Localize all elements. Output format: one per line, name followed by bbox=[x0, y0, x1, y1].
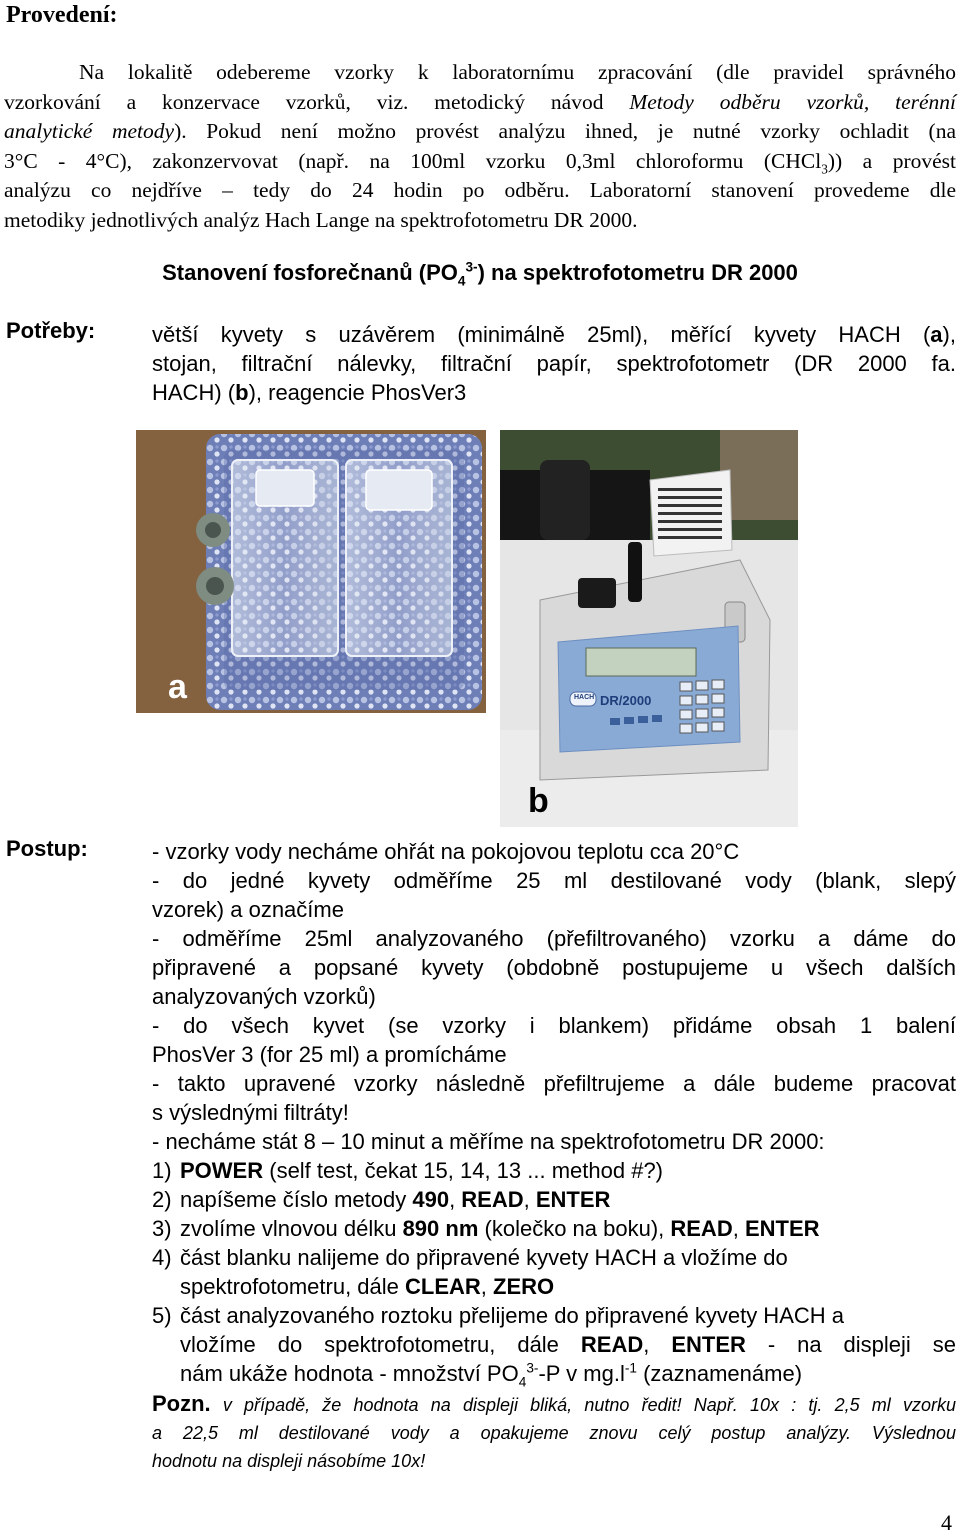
step-text: (self test, čekat 15, 14, 13 ... method #?) bbox=[263, 1158, 664, 1183]
intro-line bbox=[4, 88, 956, 118]
step-number: 1) bbox=[152, 1158, 172, 1183]
intro-text: analýzu co nejdříve – tedy do 24 hodin po odběru. Laboratorní stanovení provedeme dle bbox=[4, 178, 956, 202]
intro-line bbox=[4, 117, 956, 147]
needs-text-part: ), bbox=[942, 322, 956, 347]
cuvettes-illustration bbox=[136, 430, 486, 713]
photo-spectrophotometer bbox=[500, 430, 798, 827]
superscript: 3- bbox=[526, 1360, 539, 1376]
step-number: 3) bbox=[152, 1216, 172, 1241]
intro-text: Na lokalitě odebereme vzorky k laboratornímu zpracování (dle pravidel správného bbox=[79, 60, 956, 84]
key-name: 890 nm bbox=[402, 1216, 479, 1241]
key-name: READ bbox=[461, 1187, 524, 1212]
procedure-line: vzorek) a označíme bbox=[152, 897, 344, 922]
note-text: hodnotu na displeji násobíme 10x! bbox=[152, 1451, 426, 1471]
photo-label-a: a bbox=[168, 668, 187, 706]
step-3 bbox=[152, 1214, 956, 1243]
step-2 bbox=[152, 1185, 956, 1214]
step-text: , bbox=[732, 1216, 745, 1241]
step-text: nám ukáže hodnota - množství PO bbox=[180, 1361, 519, 1386]
subscript: 4 bbox=[518, 1374, 527, 1390]
spectrophotometer-illustration bbox=[500, 430, 798, 827]
procedure-line: - vzorky vody necháme ohřát na pokojovou teplotu cca 20°C bbox=[152, 839, 740, 864]
note bbox=[152, 1390, 956, 1475]
intro-line bbox=[4, 176, 956, 206]
step-text: zvolíme vlnovou délku bbox=[180, 1216, 403, 1241]
section-title: Provedení: bbox=[6, 2, 118, 28]
step-text: vložíme do spektrofotometru, dále bbox=[180, 1332, 581, 1357]
cell-holder bbox=[578, 578, 616, 608]
needs-line bbox=[152, 320, 956, 349]
key-name: 490 bbox=[412, 1187, 450, 1212]
cuvette-in-device bbox=[628, 542, 642, 602]
ref-b: b bbox=[235, 380, 249, 405]
step-5-cont bbox=[152, 1330, 956, 1359]
intro-line bbox=[4, 58, 956, 88]
procedure-line: analyzovaných vzorků) bbox=[152, 984, 376, 1009]
photo-cuvettes bbox=[136, 430, 486, 713]
intro-line bbox=[4, 206, 956, 236]
step-number: 2) bbox=[152, 1187, 172, 1212]
procedure-label: Postup: bbox=[6, 836, 88, 861]
needs-line bbox=[152, 378, 956, 407]
step-text: , bbox=[643, 1332, 672, 1357]
procedure-line: PhosVer 3 (for 25 ml) a promícháme bbox=[152, 1042, 507, 1067]
step-text: - na displeji se bbox=[745, 1332, 956, 1357]
subscript: 4 bbox=[457, 273, 466, 289]
subscript: 3 bbox=[821, 160, 828, 176]
procedure-line: s výslednými filtráty! bbox=[152, 1100, 349, 1125]
step-text: , bbox=[480, 1274, 494, 1299]
intro-line bbox=[4, 147, 956, 177]
needs-text-part: ), reagencie PhosVer3 bbox=[248, 380, 467, 405]
heading-text: ) na spektrofotometru DR 2000 bbox=[477, 260, 798, 285]
method-reference: analytické metody bbox=[4, 119, 175, 143]
note-text: v případě, že hodnota na displeji bliká, nutno ředit! Např. 10x : tj. 2,5 ml vzorku bbox=[222, 1395, 956, 1415]
procedure-line: - odměříme 25ml analyzovaného (přefiltrovaného) vzorku a dáme do bbox=[152, 926, 956, 951]
intro-text: ). Pokud není možno provést analýzu ihned, je nutné vzorky ochladit (na bbox=[174, 119, 956, 143]
ref-a: a bbox=[930, 322, 943, 347]
key-name: POWER bbox=[180, 1158, 264, 1183]
note-text: a 22,5 ml destilované vody a opakujeme znovu celý postup analýzy. Výslednou bbox=[152, 1423, 956, 1443]
step-text: (kolečko na boku), bbox=[478, 1216, 671, 1241]
step-text: část analyzovaného roztoku přelijeme do připravené kyvety HACH a bbox=[180, 1303, 844, 1328]
key-name: READ bbox=[670, 1216, 733, 1241]
step-text: spektrofotometru, dále bbox=[180, 1274, 406, 1299]
procedure-line: - do jedné kyvety odměříme 25 ml destilované vody (blank, slepý bbox=[152, 868, 956, 893]
note-line bbox=[152, 1447, 956, 1475]
step-text: -P v mg.l bbox=[538, 1361, 625, 1386]
step-number: 4) bbox=[152, 1245, 172, 1270]
key-name: CLEAR bbox=[405, 1274, 481, 1299]
key-name: ENTER bbox=[744, 1216, 820, 1241]
procedure-line: - takto upravené vzorky následně přefiltrujeme a dále budeme pracovat bbox=[152, 1071, 956, 1096]
step-text: , bbox=[449, 1187, 462, 1212]
intro-text: 3°C - 4°C), zakonzervovat (např. na 100ml vzorku 0,3ml chloroformu (CHCl bbox=[4, 148, 822, 173]
procedure-text bbox=[152, 837, 956, 1388]
step-number: 5) bbox=[152, 1303, 172, 1328]
superscript: -1 bbox=[624, 1360, 637, 1376]
intro-paragraph bbox=[4, 58, 956, 235]
procedure-line: - do všech kyvet (se vzorky i blankem) přidáme obsah 1 balení bbox=[152, 1013, 956, 1038]
step-text: napíšeme číslo metody bbox=[180, 1187, 413, 1212]
device-brand-label: HACH bbox=[574, 694, 595, 701]
key-name: READ bbox=[580, 1332, 644, 1357]
step-5 bbox=[152, 1301, 956, 1330]
procedure-line: připravené a popsané kyvety (obdobně postupujeme u všech dalších bbox=[152, 955, 956, 980]
step-1 bbox=[152, 1156, 956, 1185]
key-name: ENTER bbox=[535, 1187, 611, 1212]
step-4-cont bbox=[152, 1272, 956, 1301]
note-label: Pozn. bbox=[152, 1391, 211, 1416]
method-reference: Metody odběru vzorků, terénní bbox=[629, 89, 956, 114]
device-model-label: DR/2000 bbox=[600, 693, 652, 708]
heading-text: Stanovení fosforečnanů (PO bbox=[162, 260, 458, 285]
step-text: část blanku nalijeme do připravené kyvety HACH a vložíme do bbox=[180, 1245, 788, 1270]
intro-text: vzorkování a konzervace vzorků, viz. metodický návod bbox=[4, 89, 630, 114]
note-line bbox=[152, 1390, 956, 1419]
key-name: ZERO bbox=[493, 1274, 555, 1299]
needs-text-part: HACH) ( bbox=[152, 380, 236, 405]
step-text: (zaznamenáme) bbox=[636, 1361, 803, 1386]
needs-text-part: stojan, filtrační nálevky, filtrační papír, spektrofotometr (DR 2000 fa. bbox=[152, 351, 956, 376]
procedure-line: - necháme stát 8 – 10 minut a měříme na spektrofotometru DR 2000: bbox=[152, 1129, 825, 1154]
key-name: ENTER bbox=[671, 1332, 746, 1357]
method-heading bbox=[0, 259, 960, 289]
intro-text: metodiky jednotlivých analýz Hach Lange na spektrofotometru DR 2000. bbox=[4, 207, 638, 232]
needs-text bbox=[152, 320, 956, 407]
needs-line bbox=[152, 349, 956, 378]
superscript: 3- bbox=[465, 259, 478, 275]
lcd-display bbox=[586, 648, 696, 676]
note-line bbox=[152, 1419, 956, 1447]
page-number: 4 bbox=[941, 1510, 952, 1535]
step-5-result bbox=[152, 1359, 956, 1388]
step-text: , bbox=[523, 1187, 536, 1212]
step-4 bbox=[152, 1243, 956, 1272]
needs-text-part: větší kyvety s uzávěrem (minimálně 25ml), měřící kyvety HACH ( bbox=[152, 322, 931, 347]
intro-text: )) a provést bbox=[827, 148, 956, 173]
needs-label: Potřeby: bbox=[6, 318, 96, 343]
photo-label-b: b bbox=[528, 782, 549, 820]
